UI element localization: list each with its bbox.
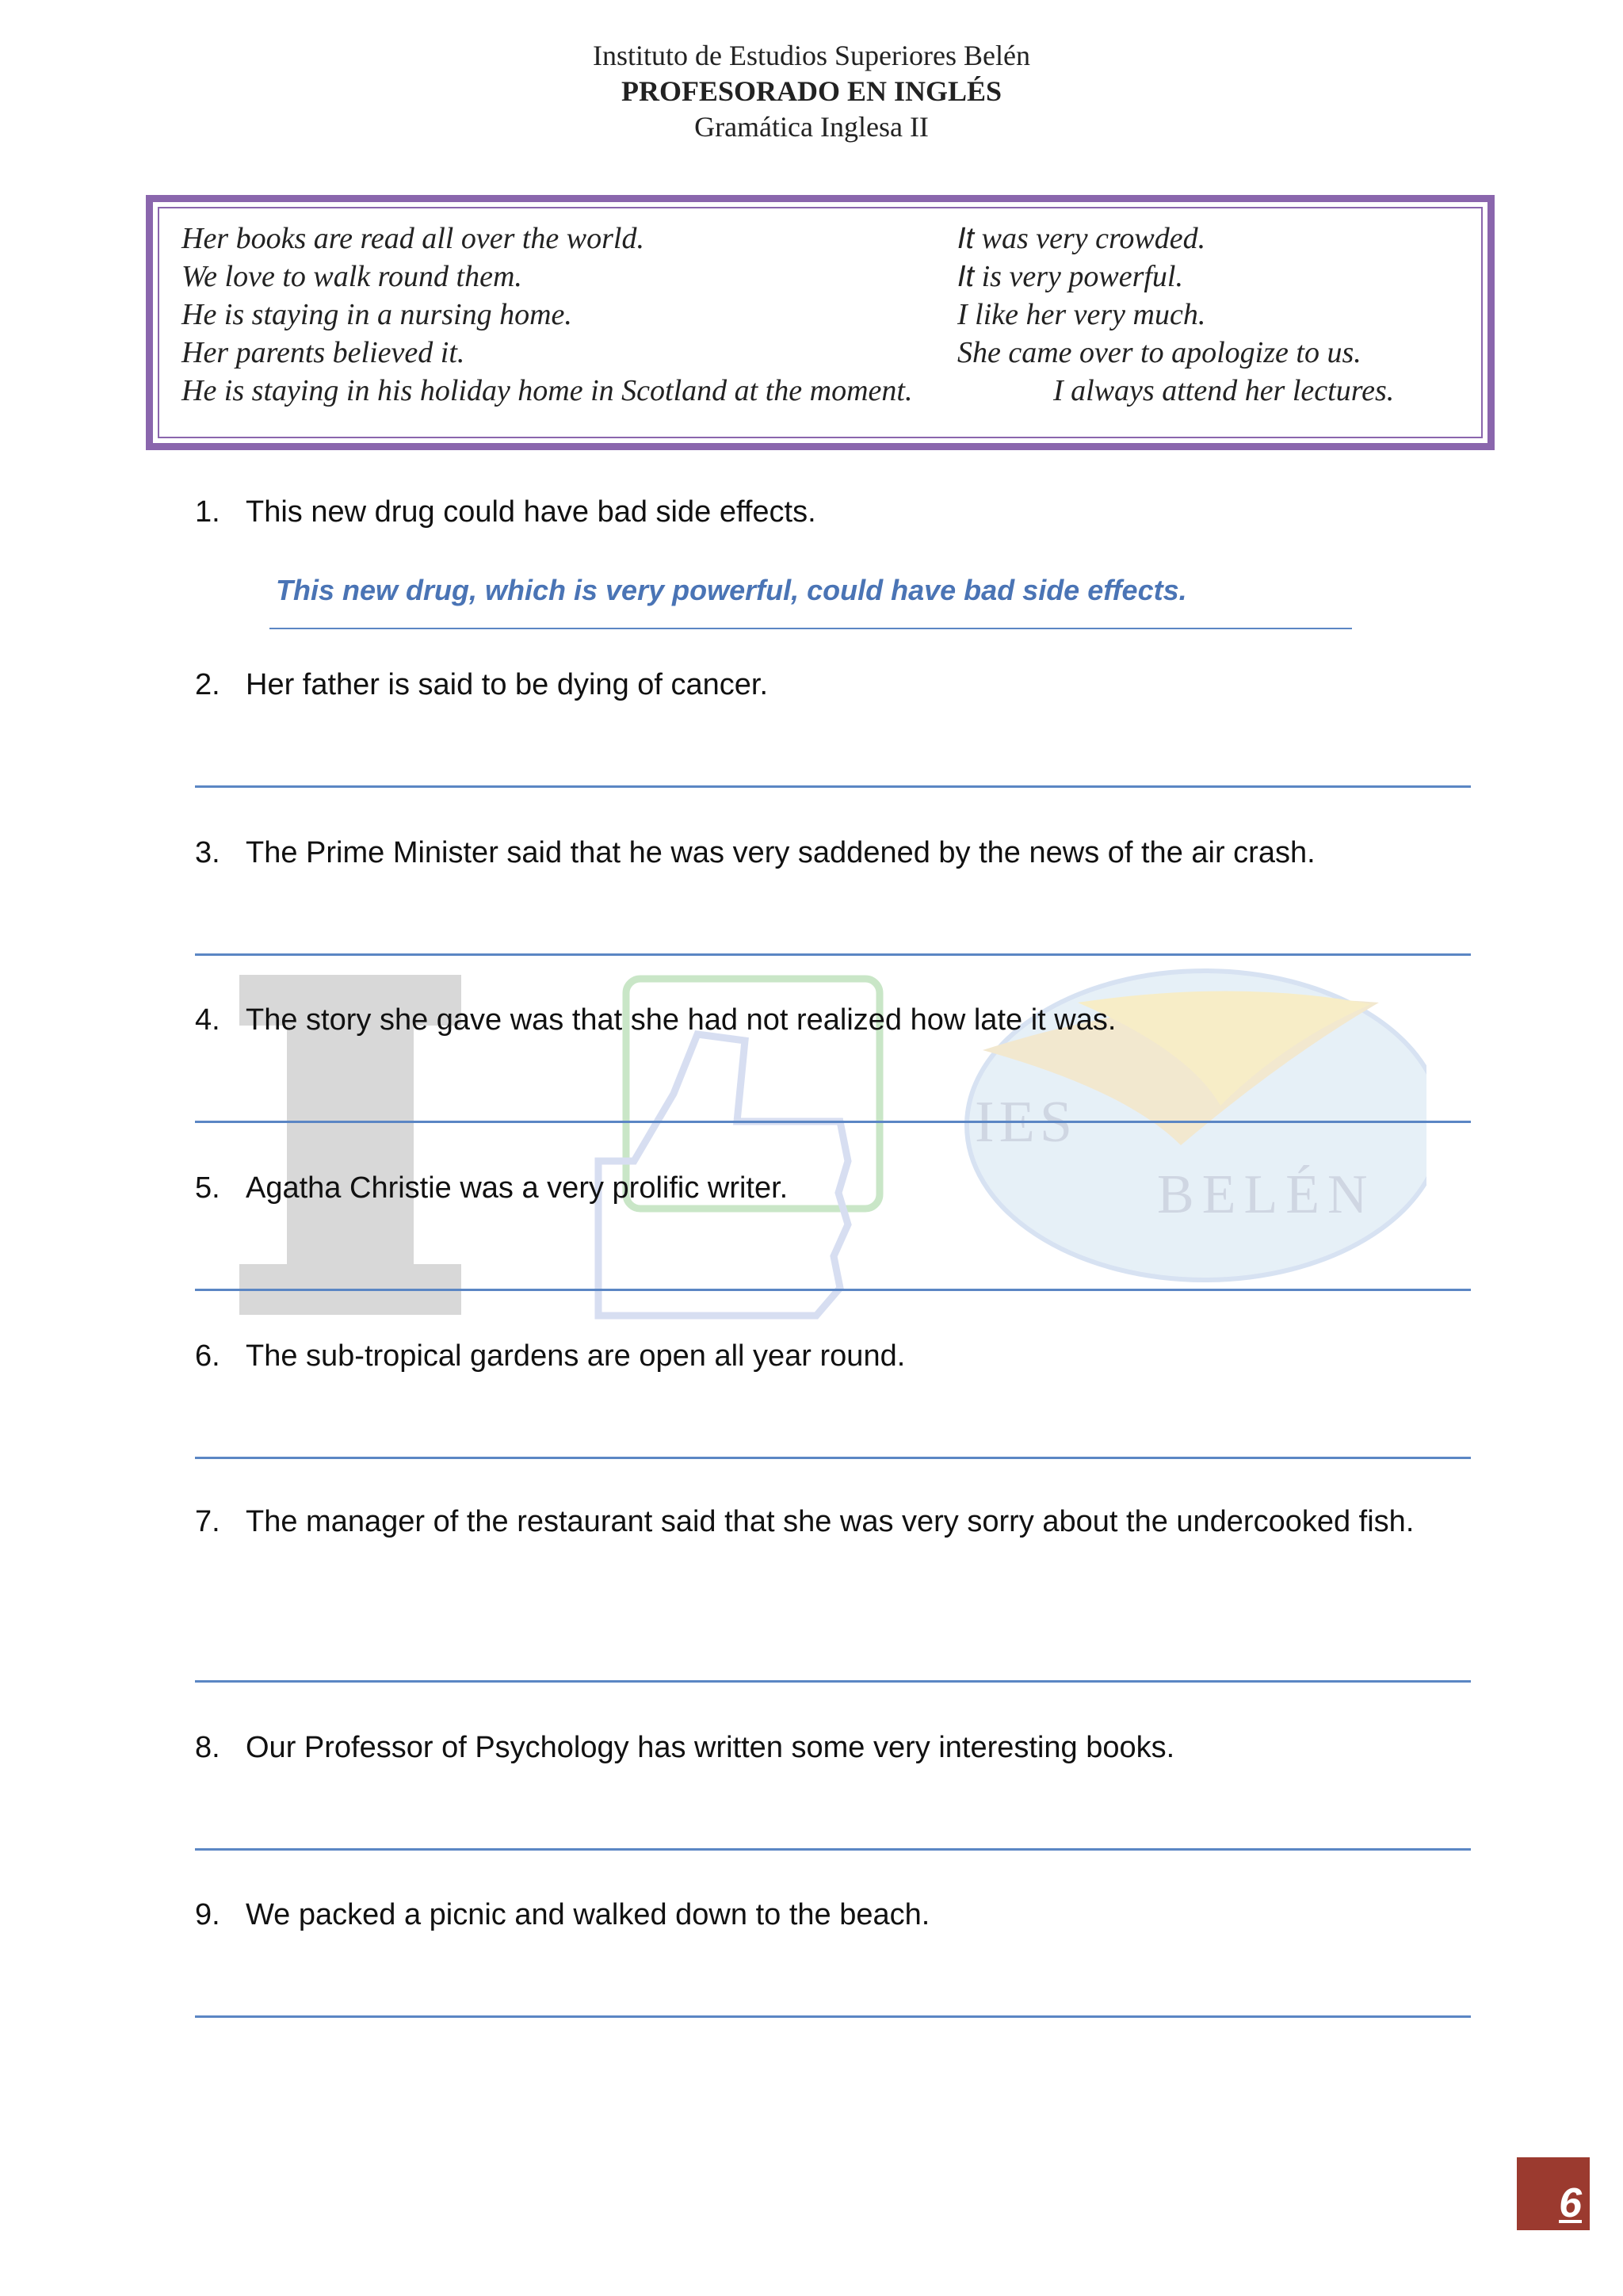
box-right-lead: It (957, 260, 975, 293)
item-number: 9. (195, 1898, 220, 1931)
answer-line-4[interactable] (195, 1121, 1471, 1123)
answer-line-6[interactable] (195, 1457, 1471, 1459)
box-right-rest: is very powerful. (974, 260, 1183, 293)
box-right-sentence (957, 297, 1205, 332)
item-number: 1. (195, 495, 220, 529)
item-number: 5. (195, 1171, 220, 1205)
exercise-item-8 (195, 1731, 1174, 1765)
item-number: 7. (195, 1505, 220, 1538)
exercise-item-1 (195, 495, 816, 529)
box-right-lead: It (957, 222, 975, 255)
answer-line-9[interactable] (195, 2015, 1471, 2018)
answer-line-8[interactable] (195, 1848, 1471, 1851)
item-text: This new drug could have bad side effects. (246, 495, 816, 529)
answer-line-7[interactable] (195, 1680, 1471, 1683)
institution-name: Instituto de Estudios Superiores Belén (593, 40, 1030, 71)
box-left-sentence: Her parents believed it. (181, 336, 465, 369)
exercise-item-5 (195, 1171, 788, 1205)
box-left-sentence: We love to walk round them. (181, 260, 522, 293)
item-text: The manager of the restaurant said that she was very sorry about the undercooked fish. (246, 1505, 1415, 1538)
page-number-badge (1517, 2157, 1590, 2230)
answer-line-2[interactable] (195, 785, 1471, 788)
exercise-item-9 (195, 1898, 930, 1932)
box-right-rest: I like her very much. (957, 298, 1206, 331)
box-right-sentence (957, 221, 1205, 256)
program-name: PROFESORADO EN INGLÉS (621, 75, 1002, 107)
box-right-sentence (957, 259, 1183, 294)
watermark-ies-text: IES (975, 1090, 1077, 1155)
page-number: 6 (1559, 2180, 1582, 2226)
document-header (0, 38, 1623, 145)
item-text: Her father is said to be dying of cancer. (246, 668, 769, 701)
box-right-rest: I always attend her lectures. (1053, 374, 1395, 407)
item-number: 3. (195, 836, 220, 869)
item-number: 4. (195, 1003, 220, 1037)
answer-line-3[interactable] (195, 953, 1471, 956)
exercise-item-4 (195, 1003, 1116, 1037)
item-text: Our Professor of Psychology has written some very interesting books. (246, 1731, 1175, 1764)
course-name: Gramática Inglesa II (694, 111, 929, 143)
box-left-sentence: He is staying in his holiday home in Scotland at the moment. (181, 374, 913, 407)
exercise-item-2 (195, 668, 768, 702)
box-right-rest: was very crowded. (974, 222, 1206, 255)
sentence-box (146, 195, 1495, 450)
exercise-item-7 (195, 1494, 1514, 1549)
box-right-sentence (1053, 373, 1394, 408)
exercise-item-3 (195, 836, 1316, 870)
item-number: 6. (195, 1339, 220, 1373)
box-right-rest: She came over to apologize to us. (957, 336, 1361, 369)
item-text: The story she gave was that she had not realized how late it was. (246, 1003, 1117, 1037)
item-text: The Prime Minister said that he was very saddened by the news of the air crash. (246, 836, 1316, 869)
box-right-sentence (957, 335, 1361, 370)
example-answer-line (269, 628, 1352, 629)
example-answer: This new drug, which is very powerful, could have bad side effects. (276, 574, 1187, 606)
item-number: 2. (195, 668, 220, 701)
watermark-belen-text: BELÉN (1157, 1164, 1376, 1225)
box-left-sentence: He is staying in a nursing home. (181, 298, 572, 331)
item-text: We packed a picnic and walked down to the beach. (246, 1898, 930, 1931)
item-text: The sub-tropical gardens are open all year round. (246, 1339, 906, 1373)
box-left-sentence: Her books are read all over the world. (181, 222, 644, 255)
item-text: Agatha Christie was a very prolific writer. (246, 1171, 789, 1205)
answer-line-5[interactable] (195, 1289, 1471, 1291)
item-number: 8. (195, 1731, 220, 1764)
exercise-item-6 (195, 1339, 905, 1373)
